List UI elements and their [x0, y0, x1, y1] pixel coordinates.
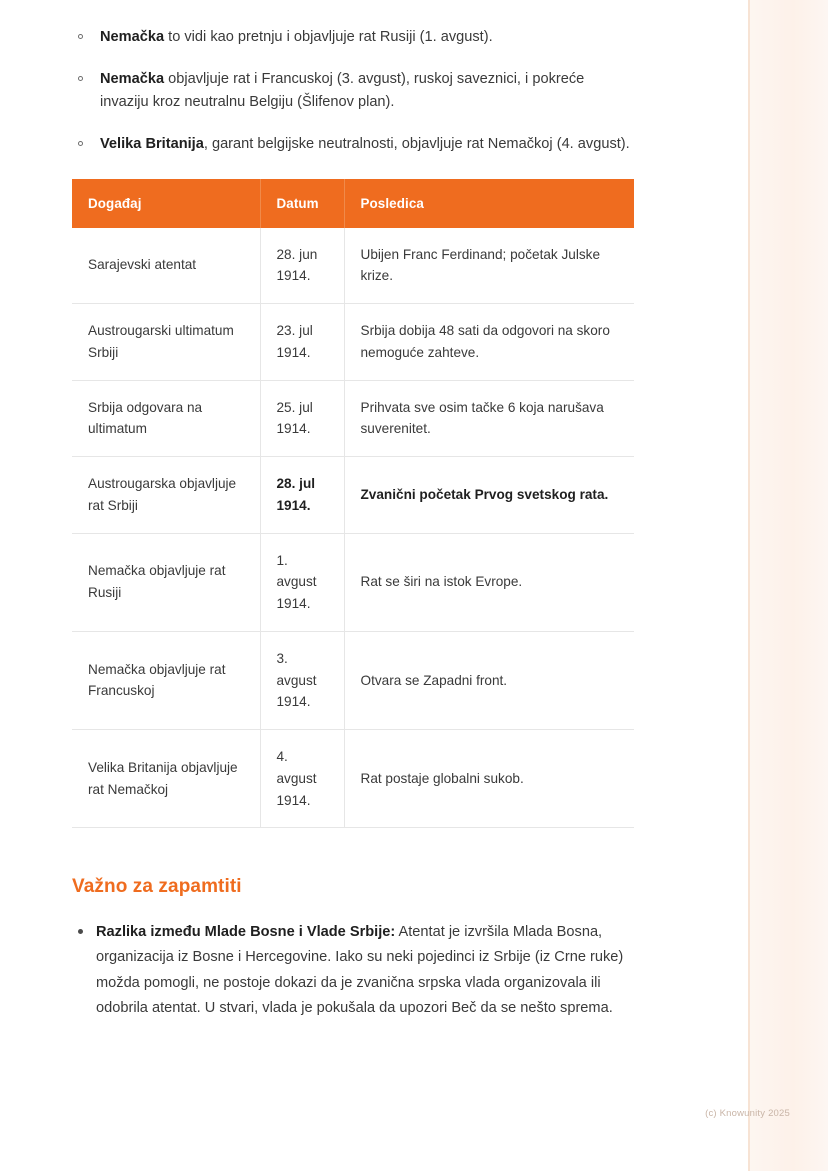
list-item	[72, 68, 634, 115]
cell-date: 28. jun 1914.	[260, 228, 344, 304]
list-item	[72, 133, 634, 157]
list-item	[72, 26, 634, 50]
timeline-table-wrapper	[72, 179, 634, 829]
cell-date: 4. avgust 1914.	[260, 730, 344, 828]
cell-date: 28. jul 1914.	[260, 457, 344, 534]
cell-date: 1. avgust 1914.	[260, 533, 344, 631]
cell-event: Nemačka objavljuje rat Francuskoj	[72, 631, 260, 729]
cell-event: Velika Britanija objavljuje rat Nemačkoj	[72, 730, 260, 828]
bullet-text: objavljuje rat i Francuskoj (3. avgust), ruskoj saveznici, i pokreće invaziju kroz neutralnu Belgiju (Šlifenov plan).	[100, 70, 585, 111]
table-row	[72, 228, 634, 304]
cell-consequence: Rat se širi na istok Evrope.	[344, 533, 634, 631]
table-row	[72, 631, 634, 729]
decorative-right-stripe	[750, 0, 828, 1171]
document-content	[72, 26, 634, 1021]
table-body	[72, 228, 634, 828]
cell-date: 23. jul 1914.	[260, 304, 344, 381]
table-row	[72, 533, 634, 631]
cell-consequence: Otvara se Zapadni front.	[344, 631, 634, 729]
column-header-event: Događaj	[72, 179, 260, 228]
cell-event: Austrougarski ultimatum Srbiji	[72, 304, 260, 381]
table-header	[72, 179, 634, 228]
bullet-text: , garant belgijske neutralnosti, objavljuje rat Nemačkoj (4. avgust).	[203, 135, 630, 152]
bullet-bold-lead: Velika Britanija	[100, 135, 204, 152]
cell-consequence: Ubijen Franc Ferdinand; početak Julske krize.	[344, 228, 634, 304]
timeline-table	[72, 179, 634, 829]
cell-event: Srbija odgovara na ultimatum	[72, 380, 260, 457]
watermark-credit: (c) Knowunity 2025	[705, 1108, 790, 1119]
table-row	[72, 730, 634, 828]
table-row	[72, 304, 634, 381]
bullet-text: to vidi kao pretnju i objavljuje rat Rusiji (1. avgust).	[164, 29, 493, 45]
cell-date: 25. jul 1914.	[260, 380, 344, 457]
cell-consequence: Zvanični početak Prvog svetskog rata.	[344, 457, 634, 534]
table-header-row	[72, 179, 634, 228]
bullet-bold-lead: Nemačka	[100, 70, 165, 87]
cell-consequence: Prihvata sve osim tačke 6 koja narušava suverenitet.	[344, 380, 634, 457]
cell-date: 3. avgust 1914.	[260, 631, 344, 729]
table-row	[72, 457, 634, 534]
cell-event: Austrougarska objavljuje rat Srbiji	[72, 457, 260, 534]
bullet-bold-lead: Nemačka	[100, 29, 165, 45]
section-heading: Važno za zapamtiti	[72, 876, 242, 898]
cell-event: Nemačka objavljuje rat Rusiji	[72, 533, 260, 631]
column-header-date: Datum	[260, 179, 344, 228]
column-header-consequence: Posledica	[344, 179, 634, 228]
cell-event: Sarajevski atentat	[72, 228, 260, 304]
bullet-text: Atentat je izvršila Mlada Bosna, organizacija iz Bosne i Hercegovine. Iako su neki pojedinci iz Srbije (iz Crne ruke) možda pomogli, ne postoje dokazi da je zvanična srpska vlada organizovala ili odobrila atentat. U stvari, vlada je pokušala da upozori Beč da se nešto sprema.	[96, 924, 624, 1016]
table-row	[72, 380, 634, 457]
intro-bullet-list	[72, 26, 634, 157]
cell-consequence: Rat postaje globalni sukob.	[344, 730, 634, 828]
important-bullet-list	[72, 920, 634, 1020]
list-item	[72, 920, 634, 1020]
cell-consequence: Srbija dobija 48 sati da odgovori na skoro nemoguće zahteve.	[344, 304, 634, 381]
bullet-bold-lead: Razlika između Mlade Bosne i Vlade Srbije:	[96, 924, 396, 941]
